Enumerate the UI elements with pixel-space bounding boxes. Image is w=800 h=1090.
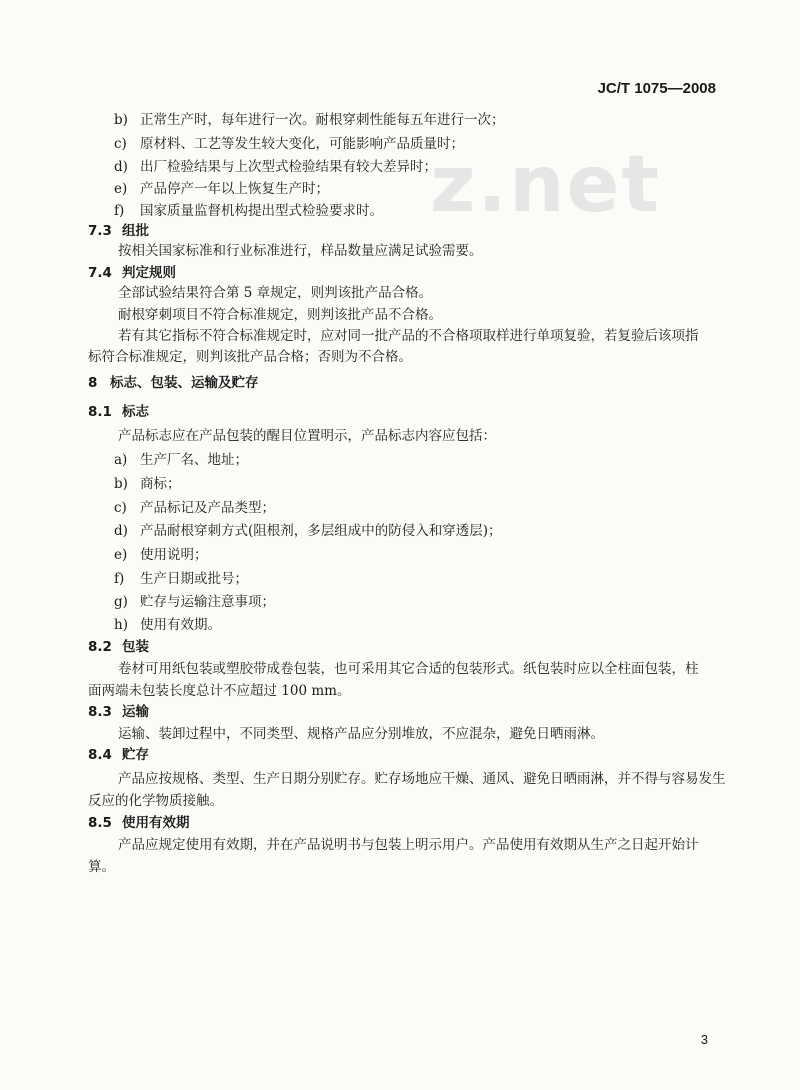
section-heading-7-3: 7.3 组批 [88,223,149,239]
list-item: a) 生产厂名、地址； [114,452,248,468]
paragraph: 卷材可用纸包装或塑胶带成卷包装，也可采用其它合适的包装形式。纸包装时应以全柱面包装，柱 [118,661,699,677]
page-number: 3 [700,1032,708,1047]
chapter-heading-8: 8 标志、包装、运输及贮存 [88,375,259,391]
list-item: f) 生产日期或批号； [114,571,248,587]
list-item: d) 出厂检验结果与上次型式检验结果有较大差异时； [114,159,437,175]
paragraph-continuation: 算。 [88,859,115,875]
section-heading-8-5: 8.5 使用有效期 [88,815,190,831]
list-item: g) 贮存与运输注意事项； [114,594,275,610]
list-item: b) 正常生产时，每年进行一次。耐根穿刺性能每五年进行一次； [114,112,505,128]
list-item: f) 国家质量监督机构提出型式检验要求时。 [114,203,383,219]
section-heading-8-3: 8.3 运输 [88,704,149,720]
watermark: z.net [430,140,661,230]
paragraph: 运输、装卸过程中，不同类型、规格产品应分别堆放，不应混杂，避免日晒雨淋。 [118,726,604,742]
section-heading-7-4: 7.4 判定规则 [88,265,176,281]
list-item: c) 原材料、工艺等发生较大变化，可能影响产品质量时； [114,136,464,152]
list-item: b) 商标； [114,476,181,492]
section-heading-8-2: 8.2 包装 [88,639,149,655]
paragraph: 产品标志应在产品包装的醒目位置明示，产品标志内容应包括： [118,428,496,444]
list-item: e) 产品停产一年以上恢复生产时； [114,181,329,197]
paragraph-continuation: 反应的化学物质接触。 [88,793,223,809]
paragraph: 产品应规定使用有效期，并在产品说明书与包装上明示用户。产品使用有效期从生产之日起开始计 [118,837,699,853]
paragraph: 全部试验结果符合第 5 章规定，则判该批产品合格。 [118,285,433,301]
section-heading-8-4: 8.4 贮存 [88,747,149,763]
paragraph: 若有其它指标不符合标准规定时，应对同一批产品的不合格项取样进行单项复验，若复验后该项指 [118,328,699,344]
paragraph-continuation: 标符合标准规定，则判该批产品合格；否则为不合格。 [88,349,412,365]
list-item: e) 使用说明； [114,547,208,563]
paragraph: 按相关国家标准和行业标准进行，样品数量应满足试验需要。 [118,243,483,259]
paragraph: 耐根穿刺项目不符合标准规定，则判该批产品不合格。 [118,307,442,323]
list-item: h) 使用有效期。 [114,617,221,633]
list-item: c) 产品标记及产品类型； [114,500,275,516]
paragraph: 产品应按规格、类型、生产日期分别贮存。贮存场地应干燥、通风、避免日晒雨淋，并不得与容易发生 [118,771,726,787]
section-heading-8-1: 8.1 标志 [88,404,149,420]
list-item: d) 产品耐根穿刺方式(阻根剂，多层组成中的防侵入和穿透层)； [114,523,502,539]
standard-code: JC/T 1075—2008 [597,80,716,97]
paragraph-continuation: 面两端未包装长度总计不应超过 100 mm。 [88,683,351,699]
